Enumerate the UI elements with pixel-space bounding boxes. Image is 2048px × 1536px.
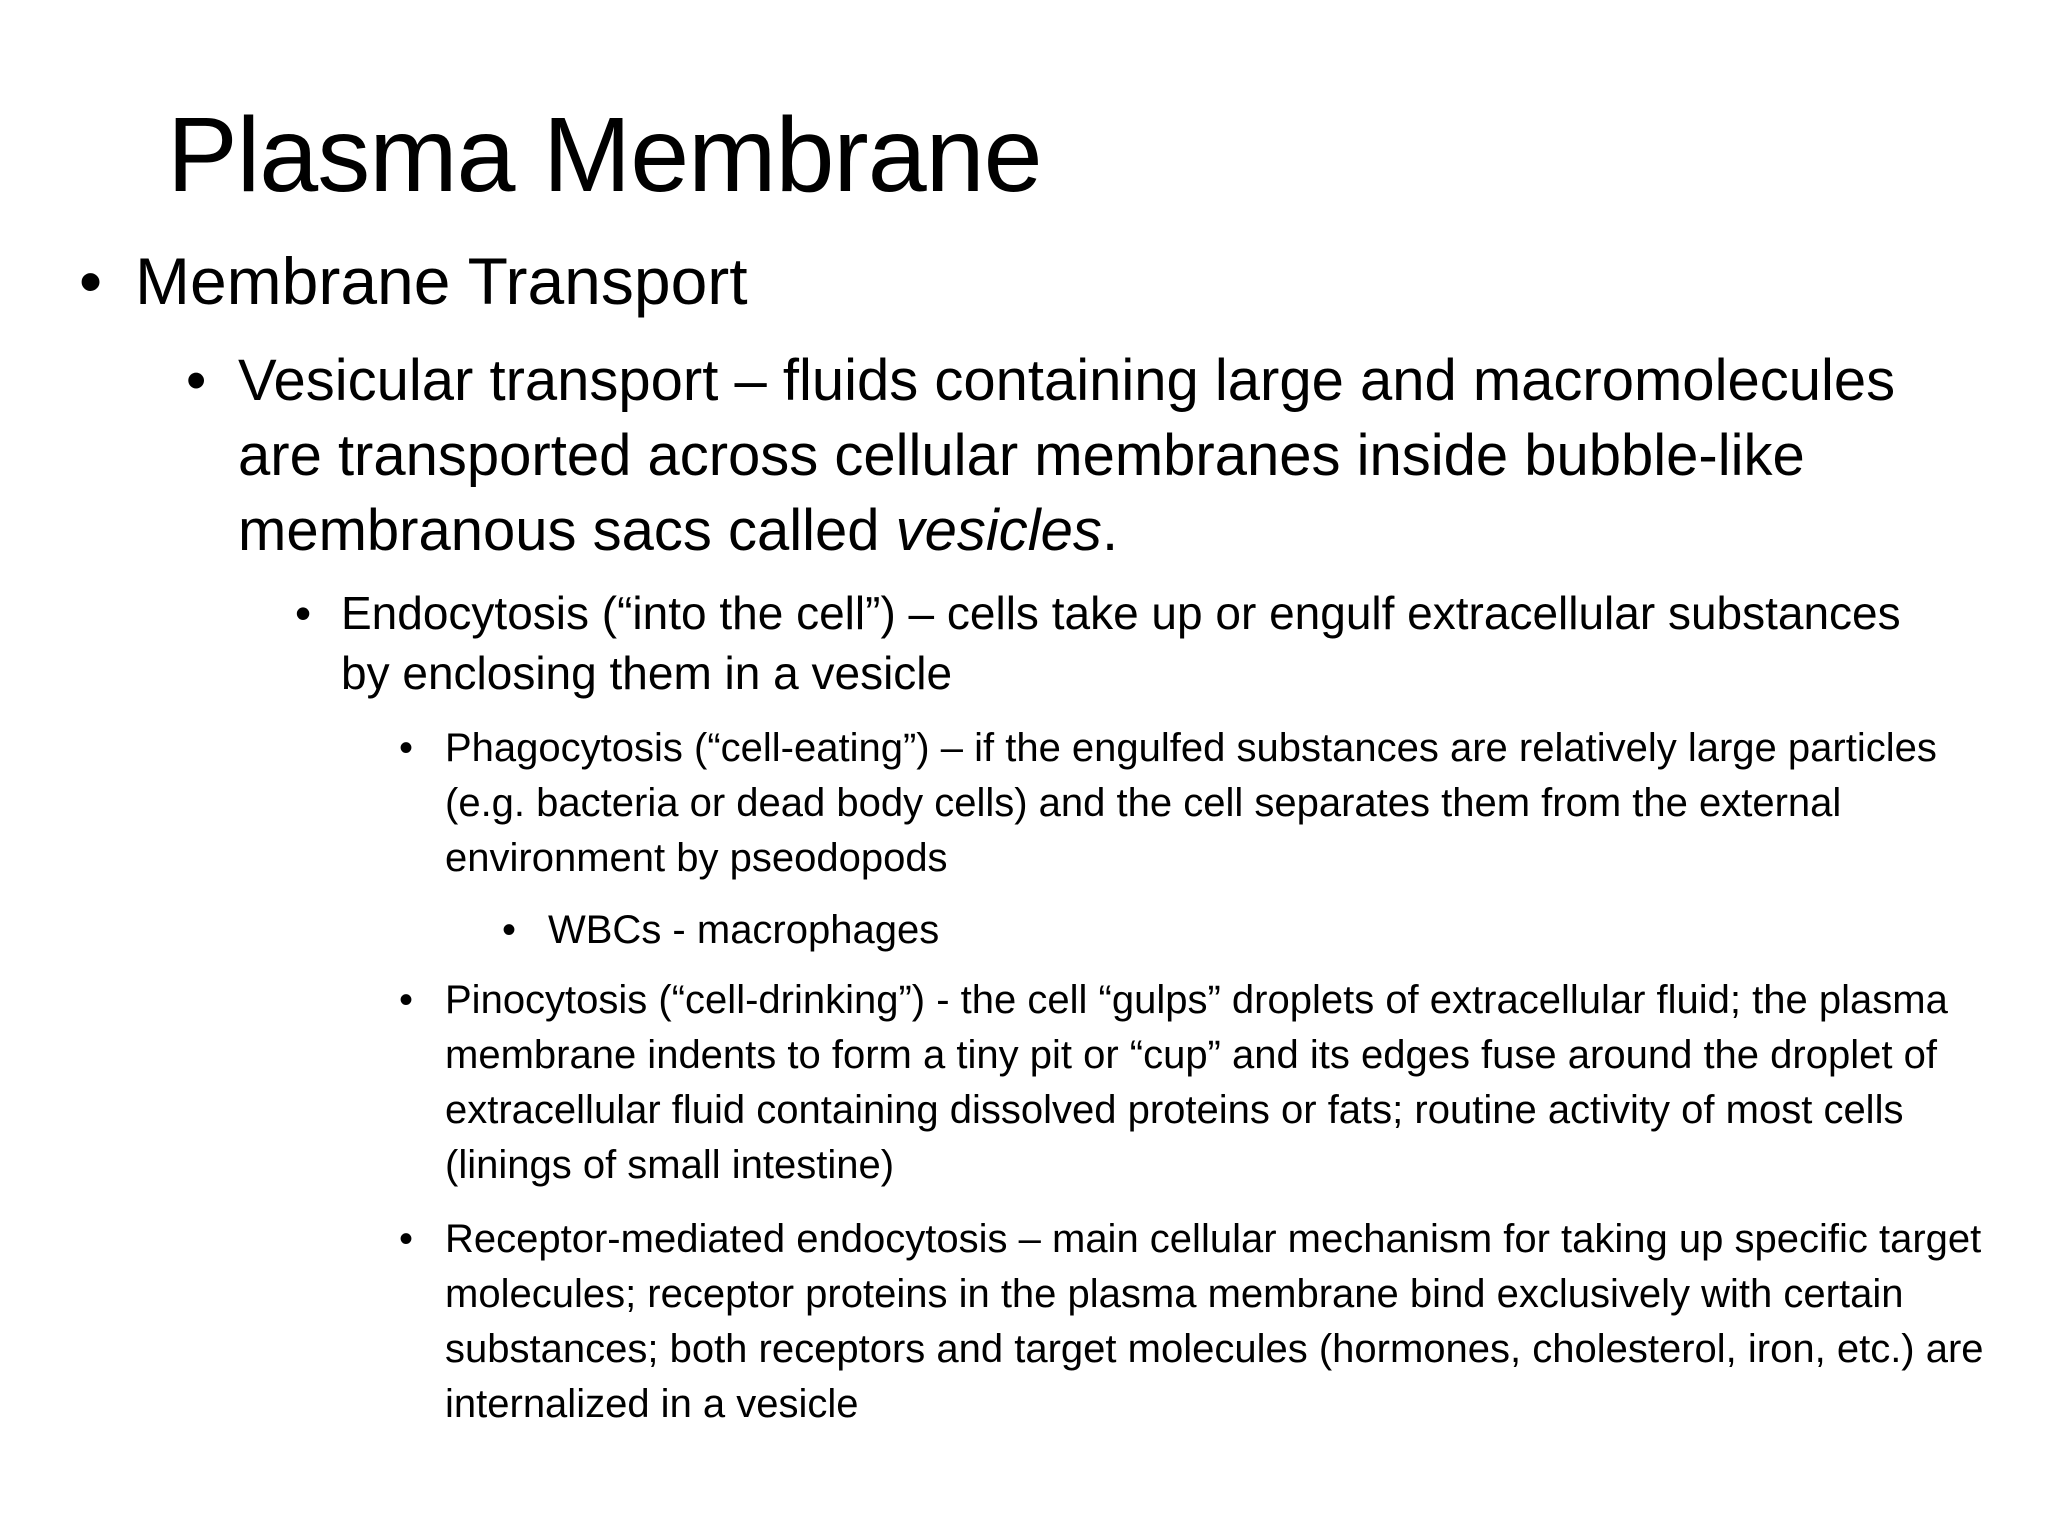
bullet-text: WBCs - macrophages bbox=[548, 908, 940, 952]
bullet-text: Endocytosis (“into the cell”) – cells take up or engulf extracellular substances by enclosing them in a vesicle bbox=[341, 587, 1901, 699]
bullet-dot: • bbox=[79, 244, 103, 318]
bullet-text-end: . bbox=[1101, 498, 1119, 563]
bullet-pinocytosis bbox=[399, 973, 2005, 1193]
bullet-dot: • bbox=[295, 587, 312, 639]
bullet-vesicular-transport bbox=[186, 343, 1948, 568]
bullet-text-main: Vesicular transport – fluids containing large and macromolecules are transported across cellular membranes inside bubble-like membranous sacs called bbox=[238, 348, 1896, 563]
bullet-receptor-mediated-endocytosis bbox=[399, 1212, 2005, 1432]
bullet-phagocytosis bbox=[399, 721, 2005, 886]
bullet-text: Membrane Transport bbox=[135, 244, 748, 318]
bullet-dot: • bbox=[399, 978, 414, 1022]
bullet-text: Receptor-mediated endocytosis – main cellular mechanism for taking up specific target molecules; receptor proteins in the plasma membrane bind exclusively with certain substances; both receptors and target molecules (hormones, cholesterol, iron, etc.) are internalized in a vesicle bbox=[445, 1217, 1984, 1426]
bullet-dot: • bbox=[399, 726, 414, 770]
bullet-endocytosis bbox=[295, 583, 1901, 703]
bullet-text: Phagocytosis (“cell-eating”) – if the engulfed substances are relatively large particles (e.g. bacteria or dead body cells) and the cell separates them from the external environment by pseodopods bbox=[445, 726, 1937, 880]
bullet-dot: • bbox=[186, 348, 207, 413]
bullet-dot: • bbox=[399, 1217, 414, 1261]
bullet-text-emphasis: vesicles bbox=[895, 498, 1102, 563]
bullet-membrane-transport bbox=[79, 244, 1985, 320]
slide-title: Plasma Membrane bbox=[167, 96, 1042, 214]
bullet-text bbox=[238, 343, 1948, 568]
bullet-text: Pinocytosis (“cell-drinking”) - the cell “gulps” droplets of extracellular fluid; the plasma membrane indents to form a tiny pit or “cup” and its edges fuse around the droplet of extracellular fluid containing dissolved proteins or fats; routine activity of most cells (linings of small intestine) bbox=[445, 978, 1948, 1187]
bullet-wbcs bbox=[502, 903, 1948, 958]
bullet-dot: • bbox=[502, 908, 517, 952]
